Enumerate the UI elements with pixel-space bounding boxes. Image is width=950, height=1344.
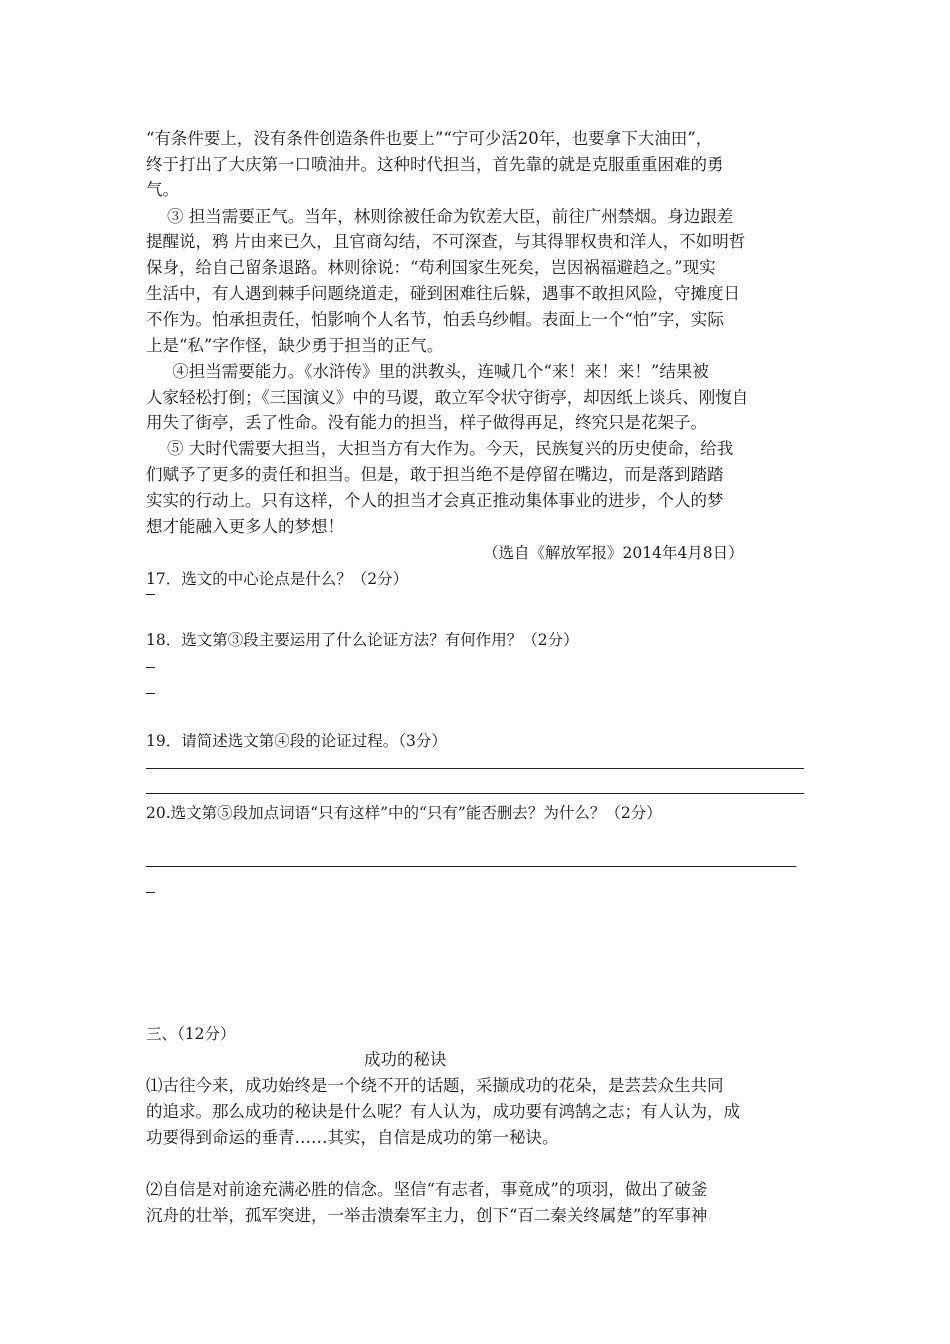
article-line: ⑴古往今来，成功始终是一个绕不开的话题，采撷成功的花朵，是芸芸众生共同 bbox=[146, 1076, 724, 1095]
passage-line: 想才能融入更多人的梦想！ bbox=[146, 517, 344, 536]
article-line: 沉舟的壮举，孤军突进，一举击溃秦军主力，创下“百二秦关终属楚”的军事神 bbox=[146, 1206, 708, 1225]
passage-line: 上是“私”字作怪，缺少勇于担当的正气。 bbox=[146, 336, 444, 355]
question-17: 17．选文的中心论点是什么？（2分） bbox=[146, 570, 409, 588]
passage-line: ④担当需要能力。《水浒传》里的洪教头，连喊几个“来！来！来！”结果被 bbox=[146, 362, 709, 381]
answer-line[interactable] bbox=[146, 768, 804, 769]
passage-line: 用失了街亭，丢了性命。没有能力的担当，样子做得再足，终究只是花架子。 bbox=[146, 413, 707, 432]
answer-blank[interactable] bbox=[146, 693, 155, 694]
answer-line[interactable] bbox=[146, 793, 804, 794]
answer-line[interactable] bbox=[146, 866, 796, 867]
article-line: 功要得到命运的垂青……其实，自信是成功的第一秘诀。 bbox=[146, 1128, 559, 1147]
passage-line: 人家轻松打倒；《三国演义》中的马谡，敢立军令状守街亭，却因纸上谈兵、刚愎自 bbox=[146, 388, 749, 407]
passage-line: 终于打出了大庆第一口喷油井。这种时代担当，首先靠的就是克服重重困难的勇 bbox=[146, 155, 724, 174]
passage-line: 气。 bbox=[146, 180, 179, 199]
article-line: 的追求。那么成功的秘诀是什么呢？有人认为，成功要有鸿鹄之志；有人认为，成 bbox=[146, 1102, 740, 1121]
article-line: ⑵自信是对前途充满必胜的信念。坚信“有志者，事竟成”的项羽，做出了破釜 bbox=[146, 1180, 708, 1199]
section-heading: 三、（12分） bbox=[146, 1025, 236, 1043]
answer-blank[interactable] bbox=[146, 892, 155, 893]
passage-line: ⑤ 大时代需要大担当，大担当方有大作为。今天，民族复兴的历史使命，给我 bbox=[146, 439, 734, 458]
question-18: 18．选文第③段主要运用了什么论证方法？有何作用？（2分） bbox=[146, 631, 579, 649]
answer-blank[interactable] bbox=[146, 667, 155, 668]
passage-line: 提醒说，鸦 片由来已久，且官商勾结，不可深查，与其得罪权贵和洋人，不如明哲 bbox=[146, 232, 746, 251]
source-citation: （选自《解放军报》2014年4月8日） bbox=[483, 544, 744, 562]
question-19: 19．请简述选文第④段的论证过程。（3分） bbox=[146, 732, 447, 750]
article-title: 成功的秘诀 bbox=[364, 1050, 447, 1069]
passage-line: “有条件要上，没有条件创造条件也要上”“宁可少活20年，也要拿下大油田”， bbox=[146, 129, 713, 148]
passage-line: ③ 担当需要正气。当年，林则徐被任命为钦差大臣，前往广州禁烟。身边跟差 bbox=[146, 207, 734, 226]
question-20: 20.选文第⑤段加点词语“只有这样”中的“只有”能否删去？为什么？（2分） bbox=[146, 804, 662, 822]
passage-line: 们赋予了更多的责任和担当。但是，敢于担当绝不是停留在嘴边，而是落到踏踏 bbox=[146, 465, 724, 484]
passage-line: 实实的行动上。只有这样，个人的担当才会真正推动集体事业的进步，个人的梦 bbox=[146, 491, 724, 510]
answer-blank[interactable] bbox=[146, 594, 155, 595]
passage-line: 保身，给自己留条退路。林则徐说：“苟利国家生死矣，岂因祸福避趋之。”现实 bbox=[146, 258, 716, 277]
passage-line: 不作为。怕承担责任，怕影响个人名节，怕丢乌纱帽。表面上一个“怕”字，实际 bbox=[146, 310, 724, 329]
passage-line: 生活中，有人遇到棘手问题绕道走，碰到困难往后躲，遇事不敢担风险，守摊度日 bbox=[146, 284, 740, 303]
